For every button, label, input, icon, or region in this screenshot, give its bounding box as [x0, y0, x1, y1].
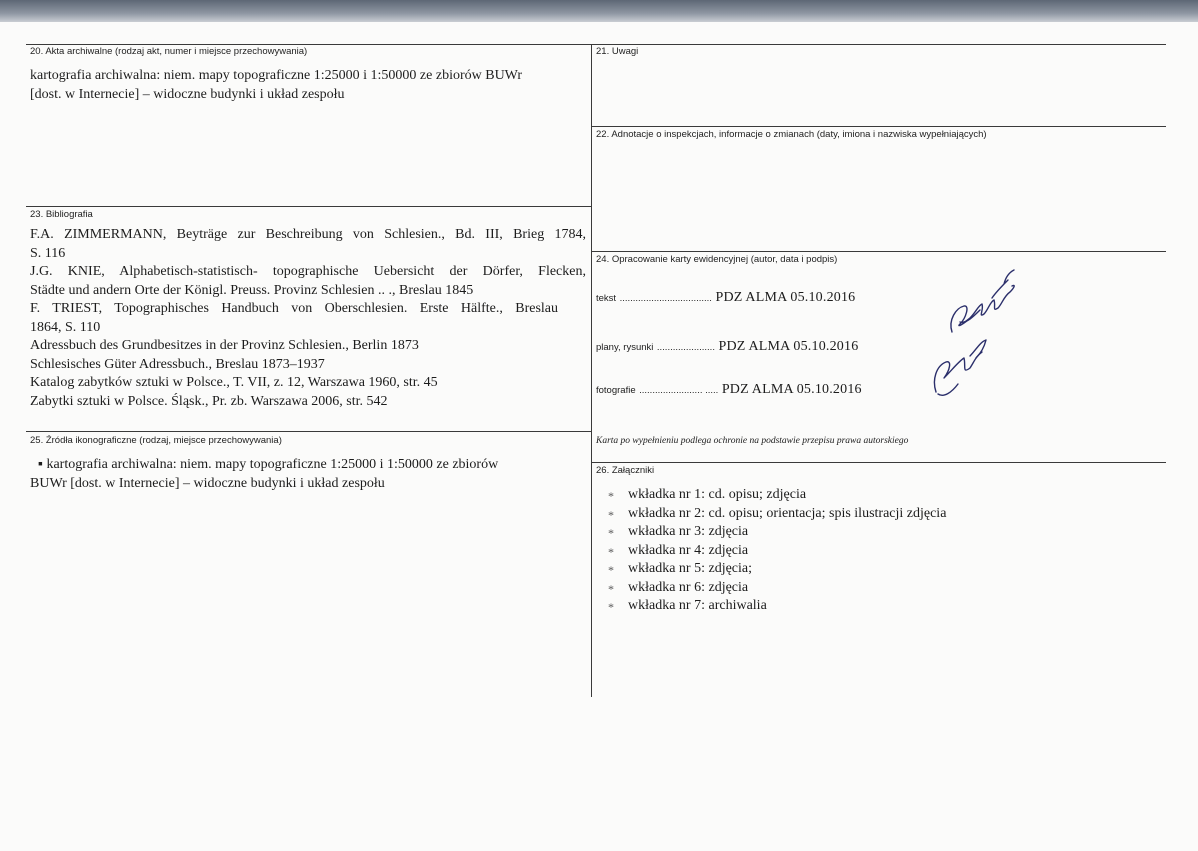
rule-24-top — [591, 251, 1166, 252]
section-26-label: 26. Załączniki — [596, 465, 655, 476]
credit-value: PDZ ALMA 05.10.2016 — [718, 339, 859, 354]
section-25-label: 25. Źródła ikonograficzne (rodzaj, miejsce przechowywania) — [30, 435, 282, 446]
section-20-line-2: [dost. w Internecie] – widoczne budynki i układ zespołu — [30, 87, 345, 102]
list-item: * wkładka nr 7: archiwalia — [608, 597, 946, 616]
credit-key: fotografie — [596, 385, 636, 396]
credit-key: plany, rysunki — [596, 342, 654, 353]
rule-top — [26, 44, 1166, 45]
scan-top-band — [0, 0, 1198, 22]
handwritten-signature — [930, 262, 1030, 412]
rule-26-top — [591, 462, 1166, 463]
bibliography-line: Katalog zabytków sztuki w Polsce., T. VII, z. 12, Warszawa 1960, str. 45 — [30, 375, 438, 390]
credit-row-plans — [596, 339, 858, 355]
bibliography-line: Städte und andern Orte der Königl. Preuss. Provinz Schlesien .. ., Breslau 1845 — [30, 282, 474, 298]
list-item: * wkładka nr 2: cd. opisu; orientacja; spis ilustracji zdjęcia — [608, 505, 946, 524]
attachments-list — [608, 486, 946, 616]
credit-value: PDZ ALMA 05.10.2016 — [721, 382, 862, 397]
iconography-text — [30, 456, 586, 493]
list-item: * wkładka nr 6: zdjęcia — [608, 579, 946, 598]
credit-dots: ...................... — [656, 342, 715, 353]
bibliography-line: S. 116 — [30, 245, 66, 261]
credit-row-text — [596, 290, 855, 306]
rule-23-top — [26, 206, 591, 207]
section-21-label: 21. Uwagi — [596, 46, 639, 57]
list-item: * wkładka nr 4: zdjęcia — [608, 542, 946, 561]
section-22-label: 22. Adnotacje o inspekcjach, informacje o zmianach (daty, imiona i nazwiska wypełniających) — [596, 129, 987, 140]
bibliography-line: F. TRIEST, Topographisches Handbuch von Oberschlesien. Erste Hälfte., Breslau — [30, 301, 558, 316]
iconography-line-2: BUWr [dost. w Internecie] – widoczne budynki i układ zespołu — [30, 475, 385, 491]
bibliography-line: F.A. ZIMMERMANN, Beyträge zur Beschreibung von Schlesien., Bd. III, Brieg 1784, — [30, 227, 586, 242]
bibliography-line: Zabytki sztuki w Polsce. Śląsk., Pr. zb. Warszawa 2006, str. 542 — [30, 393, 388, 409]
credit-dots: ........................ ..... — [639, 385, 719, 396]
list-item: * wkładka nr 5: zdjęcia; — [608, 560, 946, 579]
bibliography-list — [30, 226, 586, 411]
bibliography-line: J.G. KNIE, Alphabetisch-statistisch- topographische Uebersicht der Dörfer, Flecken, — [30, 264, 586, 279]
bibliography-line: 1864, S. 110 — [30, 319, 101, 335]
rule-center-vertical — [591, 44, 592, 697]
section-20-line-1: kartografia archiwalna: niem. mapy topograficzne 1:25000 i 1:50000 ze zbiorów BUWr — [30, 68, 522, 83]
section-23-label: 23. Bibliografia — [30, 209, 93, 220]
credit-value: PDZ ALMA 05.10.2016 — [715, 290, 856, 305]
list-item: * wkładka nr 1: cd. opisu; zdjęcia — [608, 486, 946, 505]
bibliography-line: Adressbuch des Grundbesitzes in der Provinz Schlesien., Berlin 1873 — [30, 338, 419, 353]
iconography-line-1: ▪ kartografia archiwalna: niem. mapy topograficzne 1:25000 i 1:50000 ze zbiorów — [38, 457, 499, 472]
rule-25-top — [26, 431, 591, 432]
bibliography-line: Schlesisches Güter Adressbuch., Breslau 1873–1937 — [30, 356, 325, 372]
list-item: * wkładka nr 3: zdjęcia — [608, 523, 946, 542]
credit-row-photos — [596, 382, 862, 398]
credit-key: tekst — [596, 293, 617, 304]
rule-22-top — [591, 126, 1166, 127]
credit-dots: ................................... — [619, 293, 712, 304]
section-24-label: 24. Opracowanie karty ewidencyjnej (autor, data i podpis) — [596, 254, 838, 265]
copyright-notice: Karta po wypełnieniu podlega ochronie na podstawie przepisu prawa autorskiego — [596, 436, 909, 446]
section-20-label: 20. Akta archiwalne (rodzaj akt, numer i miejsce przechowywania) — [30, 46, 308, 57]
